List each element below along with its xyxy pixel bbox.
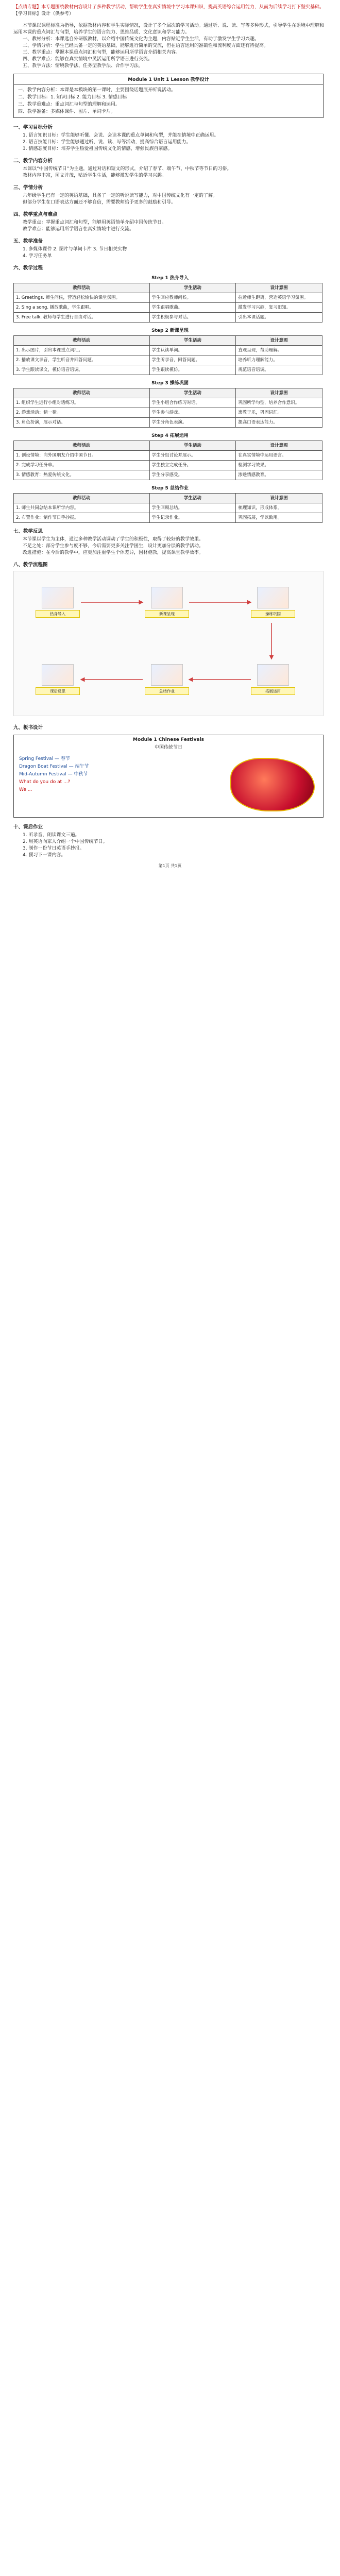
table-cell: 直观呈现，帮助理解。 (236, 346, 322, 355)
table-row (14, 470, 322, 480)
section-paragraph: 教学难点：能够运用所学语言在真实情境中进行交流。 (23, 227, 134, 232)
section-paragraph: 2. 语言技能目标：学生能够通过听、说、读、写等活动，提高综合语言运用能力。 (23, 140, 191, 145)
section-heading: 五、教学准备 (13, 239, 43, 244)
table-header-row (14, 441, 322, 451)
board-line: Spring Festival — 春节 (19, 756, 70, 761)
flow-node (251, 664, 295, 695)
node-picture (257, 664, 289, 686)
section-heading: 二、教学内容分析 (13, 158, 53, 164)
step-table (13, 283, 322, 323)
node-picture (42, 587, 74, 608)
table-header-row (14, 388, 322, 398)
section-1 (13, 123, 327, 152)
table-cell: 学生分享感受。 (149, 470, 236, 480)
column-header: 设计意图 (236, 441, 322, 451)
section-heading: 一、学习目标分析 (13, 125, 53, 130)
intro-note: 【点睛专题】本专题围绕教材内容设计了多种教学活动，帮助学生在真实情境中学习本课知识，提高英语综合运用能力，从而为后续学习打下坚实基础。 (13, 5, 325, 10)
table-header-row (14, 283, 322, 293)
column-header: 学生活动 (149, 494, 236, 503)
reflection-section (13, 527, 327, 556)
table-cell: 培养听力理解能力。 (236, 355, 322, 365)
table-cell: 巩固所学句型，培养合作意识。 (236, 398, 322, 408)
table-cell: 学生回应教师问候。 (149, 293, 236, 303)
flow-node (145, 587, 189, 618)
table-cell: 学生记录作业。 (149, 513, 236, 523)
intro-paragraph: 二、学情分析：学生已经具备一定的英语基础，能够进行简单的交流，但在语言运用的准确性和流利度方面还有待提高。 (23, 43, 269, 48)
dragon-image (230, 758, 315, 811)
section-4 (13, 210, 327, 233)
flow-node (145, 664, 189, 695)
table-cell: 1. 师生共同总结本课所学内容。 (14, 503, 150, 513)
step-table (13, 335, 322, 375)
column-header: 设计意图 (236, 336, 322, 346)
lesson-box-line: 四、教学准备：多媒体课件、图片、单词卡片。 (18, 109, 116, 114)
section-paragraph: 本课以“中国传统节日”为主题，通过对话和短文的形式，介绍了春节、端午节、中秋节等节日的习俗。 (23, 166, 232, 172)
board-line: What do you do at ...? (19, 779, 71, 785)
table-cell: 1. 出示图片，引出本课重点词汇。 (14, 346, 150, 355)
step-title: Step 4 拓展运用 (151, 433, 189, 438)
table-cell: 梳理知识，形成体系。 (236, 503, 322, 513)
table-cell: 渗透情感教育。 (236, 470, 322, 480)
board-title: Module 1 Chinese Festivals (133, 737, 204, 742)
reflection-heading: 七、教学反思 (13, 529, 43, 534)
lesson-box-line: 三、教学重难点：重点词汇与句型的理解和运用。 (18, 102, 121, 107)
section-paragraph: 但部分学生在口语表达方面还不够自信，需要教师给予更多的鼓励和引导。 (23, 200, 176, 205)
flow-node (36, 587, 80, 618)
column-header: 学生活动 (149, 388, 236, 398)
table-cell: 1. 创设情境：向外国朋友介绍中国节日。 (14, 451, 150, 461)
lesson-box-line: 二、教学目标：1. 知识目标 2. 能力目标 3. 情感目标 (18, 95, 127, 100)
table-cell: 引出本课话题。 (236, 313, 322, 323)
section-3 (13, 183, 327, 206)
column-header: 教师活动 (14, 336, 150, 346)
lesson-box-line: 一、教学内容分析：本课是本模块的第一课时，主要围绕话题展开听说活动。 (18, 88, 176, 93)
table-cell: 巩固拓展，学以致用。 (236, 513, 322, 523)
column-header: 设计意图 (236, 388, 322, 398)
node-label: 拓展运用 (251, 687, 295, 695)
column-header: 设计意图 (236, 494, 322, 503)
homework-item: 1. 听录音，朗读课文三遍。 (23, 833, 80, 838)
flow-node (251, 587, 295, 618)
table-cell: 在真实情境中运用语言。 (236, 451, 322, 461)
table-cell: 检测学习效果。 (236, 461, 322, 470)
flow-node (36, 664, 80, 695)
table-cell: 学生跟唱歌曲。 (149, 303, 236, 313)
node-picture (257, 587, 289, 608)
table-cell: 拉近师生距离，营造英语学习氛围。 (236, 293, 322, 303)
step-table (13, 440, 322, 480)
table-cell: 学生跟读模仿。 (149, 365, 236, 375)
board-heading: 九、板书设计 (13, 725, 43, 731)
column-header: 教师活动 (14, 283, 150, 293)
table-cell: 2. Sing a song. 播放歌曲，学生跟唱。 (14, 303, 150, 313)
lesson-summary-box (13, 74, 324, 118)
lesson-box-title: Module 1 Unit 1 Lesson 教学设计 (14, 74, 323, 84)
reflection-paragraph: 不足之处：部分学生参与度不够，今后需要更多关注学困生，设计更加分层的教学活动。 (23, 544, 204, 549)
column-header: 教师活动 (14, 388, 150, 398)
homework-item: 4. 预习下一课内容。 (23, 853, 66, 858)
table-row (14, 513, 322, 523)
table-row (14, 293, 322, 303)
table-cell: 学生参与游戏。 (149, 408, 236, 418)
node-picture (42, 664, 74, 686)
board-subtitle: 中国传统节日 (154, 745, 182, 750)
section-paragraph: 4. 学习任务单 (23, 253, 52, 259)
section-2 (13, 157, 327, 179)
table-cell: 2. 完成学习任务单。 (14, 461, 150, 470)
column-header: 学生活动 (149, 336, 236, 346)
table-cell: 激发学习兴趣，复习旧知。 (236, 303, 322, 313)
column-header: 设计意图 (236, 283, 322, 293)
table-row (14, 418, 322, 428)
table-cell: 规范语音语调。 (236, 365, 322, 375)
intro-paragraphs (13, 23, 327, 70)
step-title: Step 2 新课呈现 (151, 328, 189, 333)
table-cell: 学生积极参与对话。 (149, 313, 236, 323)
flow-diagram (13, 571, 324, 716)
table-cell: 学生小组合作练习对话。 (149, 398, 236, 408)
column-header: 教师活动 (14, 441, 150, 451)
intro-paragraph: 四、教学难点：能够在真实情境中灵活运用所学语言进行交流。 (23, 57, 153, 62)
table-cell: 3. 角色扮演，展示对话。 (14, 418, 150, 428)
section-heading: 三、学情分析 (13, 185, 43, 191)
board-line: We ... (19, 787, 32, 792)
table-cell: 提高口语表达能力。 (236, 418, 322, 428)
intro-paragraph: 三、教学重点：掌握本课重点词汇和句型，能够运用所学语言介绍相关内容。 (23, 50, 181, 55)
table-row (14, 461, 322, 470)
board-line: Mid-Autumn Festival — 中秋节 (19, 772, 88, 777)
node-label: 操练巩固 (251, 610, 295, 618)
step-title: Step 5 总结作业 (151, 486, 189, 491)
table-row (14, 503, 322, 513)
section-paragraph: 教学重点：掌握重点词汇和句型，能够用英语简单介绍中国传统节日。 (23, 220, 167, 225)
homework-heading: 十、课后作业 (13, 824, 43, 830)
section-paragraph: 1. 语言知识目标：学生能够听懂、会说、会读本课的重点单词和句型，并能在情境中正确运用。 (23, 133, 219, 138)
section-paragraph: 教材内容丰富，图文并茂，贴近学生生活，能够激发学生的学习兴趣。 (23, 173, 167, 178)
table-row (14, 313, 322, 323)
table-cell: 学生认读单词。 (149, 346, 236, 355)
section-paragraph: 3. 情感态度目标：培养学生热爱祖国传统文化的情感，增强民族自豪感。 (23, 146, 173, 151)
section-paragraph: 六年级学生已有一定的英语基础，具备了一定的听说读写能力，对中国传统文化有一定的了解。 (23, 193, 218, 198)
node-label: 热身导入 (36, 610, 80, 618)
table-cell: 学生回顾总结。 (149, 503, 236, 513)
intro-block (13, 4, 327, 18)
board-line: Dragon Boat Festival — 端午节 (19, 764, 89, 769)
board-body (14, 752, 323, 817)
step-table (13, 388, 322, 428)
blackboard-design (13, 735, 324, 818)
table-cell: 寓教于乐，巩固词汇。 (236, 408, 322, 418)
steps-heading: 六、教学过程 (13, 265, 43, 271)
table-cell: 2. 游戏活动：猜一猜。 (14, 408, 150, 418)
table-row (14, 365, 322, 375)
intro-paragraph: 五、教学方法：情境教学法、任务型教学法、合作学习法。 (23, 63, 144, 69)
board-lines (19, 755, 225, 812)
reflection-paragraph: 本节课以学生为主体，通过多种教学活动调动了学生的积极性，取得了较好的教学效果。 (23, 537, 204, 542)
column-header: 教师活动 (14, 494, 150, 503)
table-row (14, 408, 322, 418)
table-cell: 学生分组讨论并展示。 (149, 451, 236, 461)
step-table (13, 493, 322, 523)
column-header: 学生活动 (149, 283, 236, 293)
section-heading: 四、教学重点与难点 (13, 212, 58, 217)
board-picture (225, 755, 318, 812)
lesson-box-body (14, 84, 323, 117)
step-title: Step 1 热身导入 (151, 276, 189, 281)
table-cell: 学生听录音，回答问题。 (149, 355, 236, 365)
column-header: 学生活动 (149, 441, 236, 451)
intro-paragraph: 本节课以课程标准为指导，依据教材内容和学生实际情况，设计了多个层次的学习活动。通过听、说、读、写等多种形式，引导学生在语境中理解和运用本课的重点词汇与句型，培养学生的语言能力、思维品质、文化意识和学习能力。 (13, 23, 325, 35)
homework-item: 3. 制作一份节日英语手抄报。 (23, 846, 84, 851)
diagram-heading: 八、教学流程图 (13, 562, 48, 568)
homework-section (13, 823, 327, 859)
intro-goal-label: 【学习目标】设计（供参考） (13, 11, 74, 16)
table-row (14, 355, 322, 365)
homework-item: 2. 用英语向家人介绍一个中国传统节日。 (23, 839, 108, 844)
intro-paragraph: 一、教材分析：本课选自外研版教材，以介绍中国传统文化为主题，内容贴近学生生活，有助于激发学生学习兴趣。 (23, 37, 260, 42)
table-cell: 3. 学生跟读课文，模仿语音语调。 (14, 365, 150, 375)
table-cell: 1. 组织学生进行小组对话练习。 (14, 398, 150, 408)
table-row (14, 346, 322, 355)
table-cell: 3. 情感教育：热爱传统文化。 (14, 470, 150, 480)
node-picture (151, 587, 183, 608)
table-header-row (14, 336, 322, 346)
table-cell: 1. Greetings. 师生问候，营造轻松愉快的课堂氛围。 (14, 293, 150, 303)
table-cell: 2. 播放课文录音，学生听音并回答问题。 (14, 355, 150, 365)
page-footer: 第1页 共1页 (158, 863, 182, 868)
table-cell: 学生分角色表演。 (149, 418, 236, 428)
table-cell: 3. Free talk. 教师与学生进行自由对话。 (14, 313, 150, 323)
step-title: Step 3 操练巩固 (151, 381, 189, 386)
table-header-row (14, 494, 322, 503)
section-paragraph: 1. 多媒体课件 2. 图片与单词卡片 3. 节日相关实物 (23, 247, 127, 252)
steps-container (13, 274, 327, 523)
table-row (14, 451, 322, 461)
node-picture (151, 664, 183, 686)
table-row (14, 303, 322, 313)
reflection-paragraph: 改进措施：在今后的教学中，应更加注重学生个体差异，因材施教，提高课堂教学效率。 (23, 550, 204, 555)
node-label: 新课呈现 (145, 610, 189, 618)
table-row (14, 398, 322, 408)
node-label: 课后反思 (36, 687, 80, 695)
table-cell: 2. 布置作业：制作节日手抄报。 (14, 513, 150, 523)
table-cell: 学生独立完成任务。 (149, 461, 236, 470)
node-label: 总结作业 (145, 687, 189, 695)
section-5 (13, 237, 327, 260)
